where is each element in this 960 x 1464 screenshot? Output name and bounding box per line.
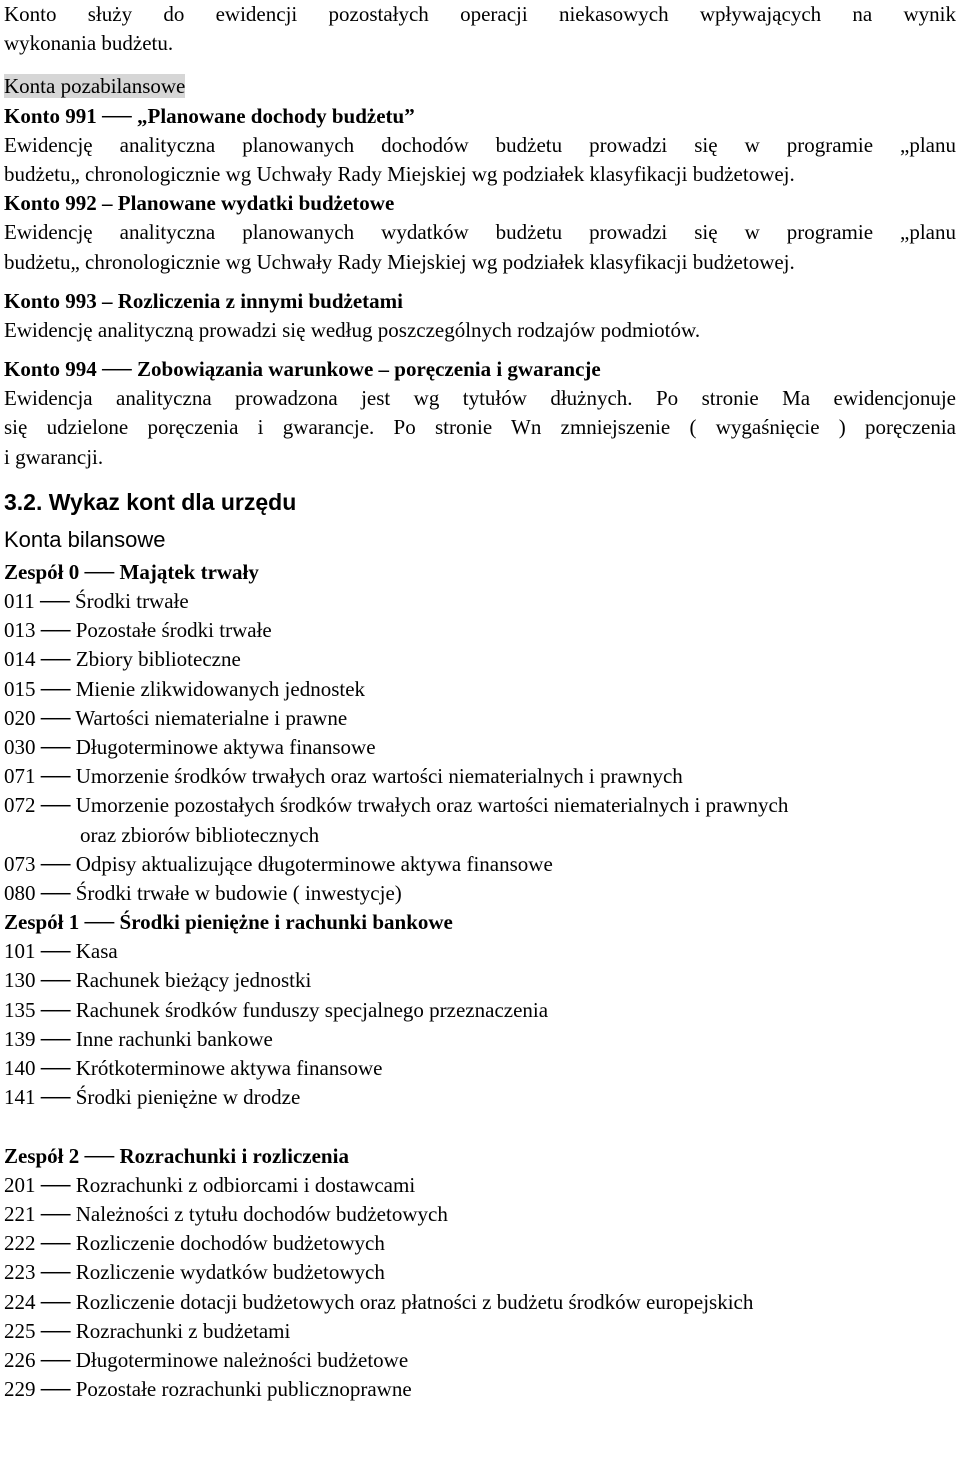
- account-item: 229 ── Pozostałe rozrachunki publicznoprawne: [4, 1377, 412, 1402]
- account-item: 139 ── Inne rachunki bankowe: [4, 1026, 273, 1051]
- konto-991-title: Konto 991 ── „Planowane dochody budżetu”: [4, 103, 415, 128]
- konto-991-line-1: Ewidencję analityczna planowanych dochodów budżetu prowadzi się w programie „planu: [4, 132, 956, 157]
- konto-992-title: Konto 992 – Planowane wydatki budżetowe: [4, 191, 395, 216]
- account-item: 073 ── Odpisy aktualizujące długoterminowe aktywa finansowe: [4, 851, 553, 876]
- group-0-title: Zespół 0 ── Majątek trwały: [4, 559, 259, 584]
- account-item: 222 ── Rozliczenie dochodów budżetowych: [4, 1231, 385, 1256]
- intro-line-1: Konto służy do ewidencji pozostałych operacji niekasowych wpływających na wynik: [4, 2, 956, 26]
- account-item: 130 ── Rachunek bieżący jednostki: [4, 968, 312, 993]
- account-item: 223 ── Rozliczenie wydatków budżetowych: [4, 1260, 385, 1285]
- konto-994-line-1: Ewidencja analityczna prowadzona jest wg tytułów dłużnych. Po stronie Ma ewidencjonuje: [4, 386, 956, 411]
- konto-994-line-2: się udzielone poręczenia i gwarancje. Po stronie Wn zmniejszenie ( wygaśnięcie ) poręczenia: [4, 415, 956, 440]
- konto-992-line-2: budżetu„ chronologicznie wg Uchwały Rady Miejskiej wg podziałek klasyfikacji budżetowej.: [4, 249, 795, 274]
- account-item: 080 ── Środki trwałe w budowie ( inwestycje): [4, 880, 402, 905]
- account-item: 011 ── Środki trwałe: [4, 589, 189, 613]
- account-item: 221 ── Należności z tytułu dochodów budżetowych: [4, 1201, 448, 1226]
- account-item: 225 ── Rozrachunki z budżetami: [4, 1318, 291, 1343]
- section-subheading: Konta bilansowe: [4, 526, 166, 552]
- section-heading: 3.2. Wykaz kont dla urzędu: [4, 488, 297, 515]
- konto-993-line-1: Ewidencję analityczną prowadzi się według poszczególnych rodzajów podmiotów.: [4, 317, 701, 342]
- account-item: 201 ── Rozrachunki z odbiorcami i dostawcami: [4, 1172, 416, 1197]
- account-item: 224 ── Rozliczenie dotacji budżetowych oraz płatności z budżetu środków europejskich: [4, 1289, 754, 1314]
- account-item: 071 ── Umorzenie środków trwałych oraz wartości niematerialnych i prawnych: [4, 764, 683, 789]
- konto-994-line-3: i gwarancji.: [4, 444, 104, 469]
- account-item: 101 ── Kasa: [4, 939, 118, 964]
- account-item-continuation: oraz zbiorów bibliotecznych: [80, 822, 320, 847]
- konto-991-line-2: budżetu„ chronologicznie wg Uchwały Rady Miejskiej wg podziałek klasyfikacji budżetowej.: [4, 161, 795, 186]
- account-item: 020 ── Wartości niematerialne i prawne: [4, 705, 348, 730]
- group-2-title: Zespół 2 ── Rozrachunki i rozliczenia: [4, 1143, 349, 1168]
- account-item: 013 ── Pozostałe środki trwałe: [4, 618, 272, 643]
- account-item: 014 ── Zbiory biblioteczne: [4, 647, 241, 672]
- account-item: 140 ── Krótkoterminowe aktywa finansowe: [4, 1056, 383, 1080]
- offbalance-heading: Konta pozabilansowe: [4, 74, 186, 99]
- account-item: 072 ── Umorzenie pozostałych środków trwałych oraz wartości niematerialnych i prawnych: [4, 793, 789, 818]
- account-item: 015 ── Mienie zlikwidowanych jednostek: [4, 676, 366, 701]
- konto-993-title: Konto 993 – Rozliczenia z innymi budżetami: [4, 288, 403, 313]
- konto-992-line-1: Ewidencję analityczna planowanych wydatków budżetu prowadzi się w programie „planu: [4, 220, 956, 245]
- account-item: 030 ── Długoterminowe aktywa finansowe: [4, 734, 376, 759]
- group-1-title: Zespół 1 ── Środki pieniężne i rachunki bankowe: [4, 910, 453, 935]
- account-item: 141 ── Środki pieniężne w drodze: [4, 1085, 301, 1110]
- konto-994-title: Konto 994 ── Zobowiązania warunkowe – poręczenia i gwarancje: [4, 357, 601, 382]
- intro-line-2: wykonania budżetu.: [4, 31, 174, 56]
- account-item: 226 ── Długoterminowe należności budżetowe: [4, 1347, 409, 1372]
- account-item: 135 ── Rachunek środków funduszy specjalnego przeznaczenia: [4, 997, 549, 1022]
